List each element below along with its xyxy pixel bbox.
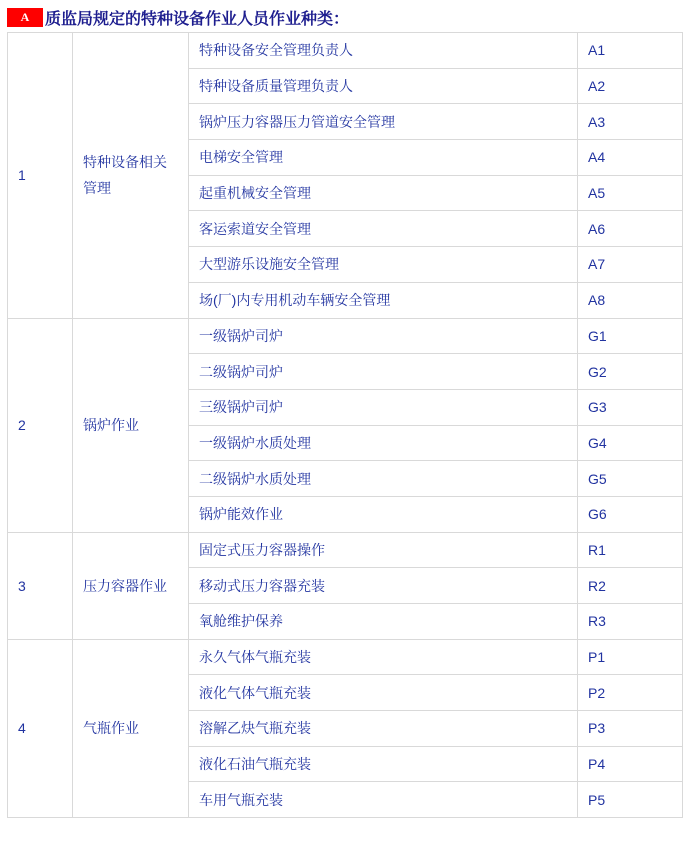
job-code: P5 bbox=[578, 782, 683, 818]
job-code: A7 bbox=[578, 247, 683, 283]
table-row bbox=[8, 33, 683, 69]
job-name: 二级锅炉司炉 bbox=[189, 354, 578, 390]
job-categories-table bbox=[7, 32, 683, 818]
job-code: G6 bbox=[578, 496, 683, 532]
job-name: 特种设备质量管理负责人 bbox=[189, 68, 578, 104]
marker-a-badge: A bbox=[7, 8, 43, 27]
group-number: 4 bbox=[8, 639, 73, 817]
job-name: 特种设备安全管理负责人 bbox=[189, 33, 578, 69]
group-category: 特种设备相关管理 bbox=[73, 33, 189, 319]
job-code: G3 bbox=[578, 389, 683, 425]
job-name: 三级锅炉司炉 bbox=[189, 389, 578, 425]
job-name: 永久气体气瓶充装 bbox=[189, 639, 578, 675]
job-name: 电梯安全管理 bbox=[189, 140, 578, 176]
job-code: A3 bbox=[578, 104, 683, 140]
job-code: G2 bbox=[578, 354, 683, 390]
table-row bbox=[8, 639, 683, 675]
job-code: P1 bbox=[578, 639, 683, 675]
group-number: 1 bbox=[8, 33, 73, 319]
job-code: A8 bbox=[578, 282, 683, 318]
job-code: G5 bbox=[578, 461, 683, 497]
job-code: P2 bbox=[578, 675, 683, 711]
page-title: 质监局规定的特种设备作业人员作业种类： bbox=[45, 10, 350, 28]
table-row bbox=[8, 532, 683, 568]
group-number: 2 bbox=[8, 318, 73, 532]
group-category: 气瓶作业 bbox=[73, 639, 189, 817]
job-name: 车用气瓶充装 bbox=[189, 782, 578, 818]
job-code: A1 bbox=[578, 33, 683, 69]
job-name: 溶解乙炔气瓶充装 bbox=[189, 711, 578, 747]
job-name: 液化石油气瓶充装 bbox=[189, 746, 578, 782]
job-code: R3 bbox=[578, 604, 683, 640]
job-name: 一级锅炉司炉 bbox=[189, 318, 578, 354]
job-name: 氧舱维护保养 bbox=[189, 604, 578, 640]
job-code: A4 bbox=[578, 140, 683, 176]
job-code: G1 bbox=[578, 318, 683, 354]
job-code: A6 bbox=[578, 211, 683, 247]
page-header bbox=[7, 7, 689, 27]
job-name: 锅炉压力容器压力管道安全管理 bbox=[189, 104, 578, 140]
job-code: P4 bbox=[578, 746, 683, 782]
job-code: R1 bbox=[578, 532, 683, 568]
job-name: 场(厂)内专用机动车辆安全管理 bbox=[189, 282, 578, 318]
job-name: 液化气体气瓶充装 bbox=[189, 675, 578, 711]
job-name: 客运索道安全管理 bbox=[189, 211, 578, 247]
job-name: 锅炉能效作业 bbox=[189, 496, 578, 532]
job-code: A5 bbox=[578, 175, 683, 211]
job-name: 固定式压力容器操作 bbox=[189, 532, 578, 568]
job-name: 移动式压力容器充装 bbox=[189, 568, 578, 604]
job-code: A2 bbox=[578, 68, 683, 104]
group-category: 压力容器作业 bbox=[73, 532, 189, 639]
job-name: 大型游乐设施安全管理 bbox=[189, 247, 578, 283]
job-name: 一级锅炉水质处理 bbox=[189, 425, 578, 461]
job-name: 二级锅炉水质处理 bbox=[189, 461, 578, 497]
group-number: 3 bbox=[8, 532, 73, 639]
job-name: 起重机械安全管理 bbox=[189, 175, 578, 211]
job-code: G4 bbox=[578, 425, 683, 461]
job-code: P3 bbox=[578, 711, 683, 747]
group-category: 锅炉作业 bbox=[73, 318, 189, 532]
job-code: R2 bbox=[578, 568, 683, 604]
table-row bbox=[8, 318, 683, 354]
